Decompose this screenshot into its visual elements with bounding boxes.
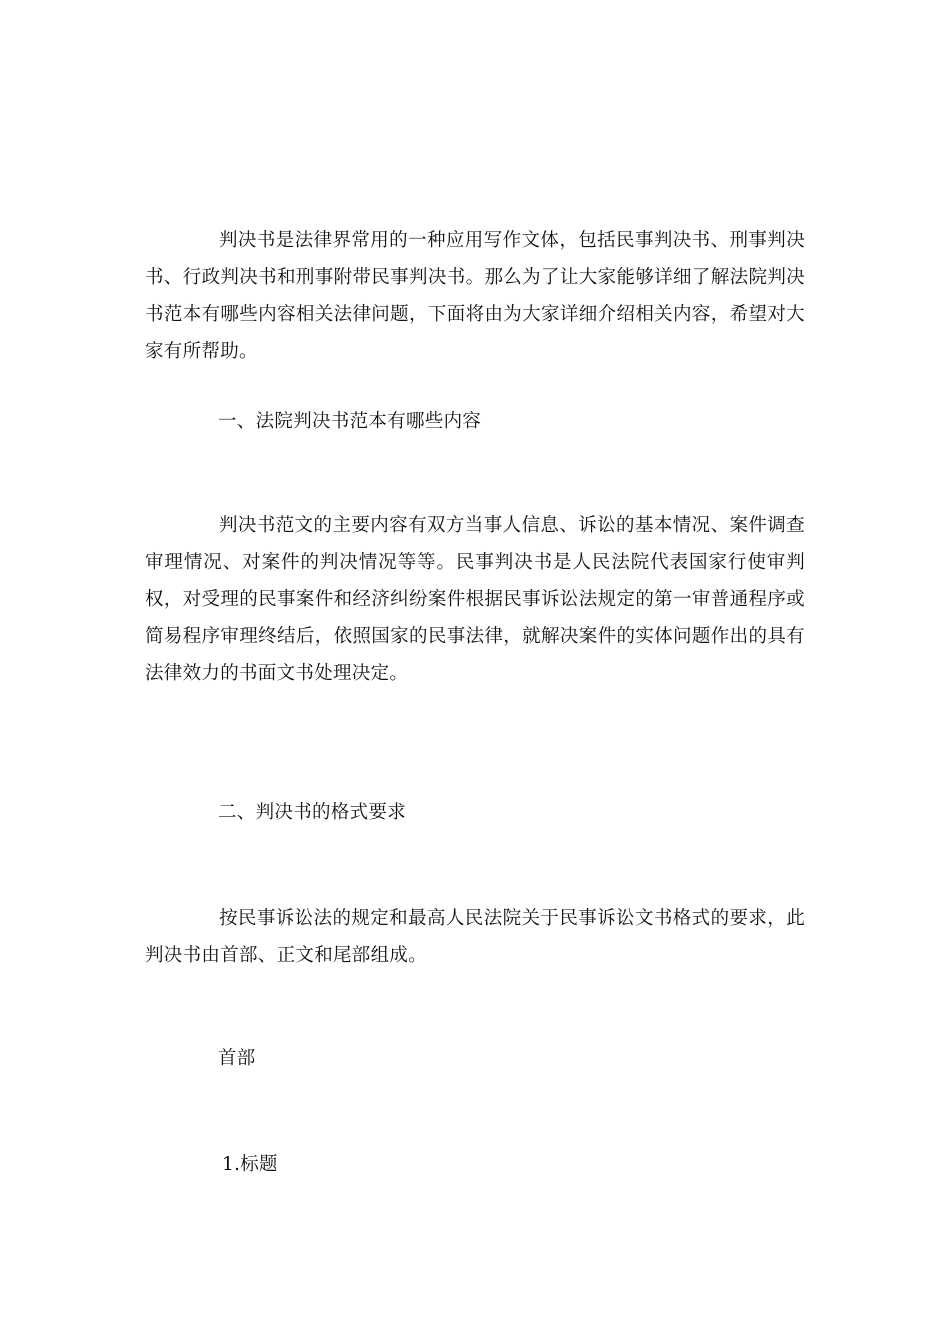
subheading-title-item: 1.标题 [222,1154,278,1175]
intro-paragraph: 判决书是法律界常用的一种应用写作文体，包括民事判决书、刑事判决书、行政判决书和刑事附带民事判决书。那么为了让大家能够详细了解法院判决书范本有哪些内容相关法律问题，下面将由为大家详细介绍相关内容，希望对大家有所帮助。 [145,230,805,362]
section-heading-contents: 一、法院判决书范本有哪些内容 [218,411,482,432]
subheading-header-part: 首部 [218,1048,256,1069]
format-paragraph: 按民事诉讼法的规定和最高人民法院关于民事诉讼文书格式的要求，此判决书由首部、正文和尾部组成。 [145,908,805,966]
section-heading-format: 二、判决书的格式要求 [218,802,407,823]
contents-paragraph: 判决书范文的主要内容有双方当事人信息、诉讼的基本情况、案件调查审理情况、对案件的判决情况等等。民事判决书是人民法院代表国家行使审判权，对受理的民事案件和经济纠纷案件根据民事诉讼法规定的第一审普通程序或简易程序审理终结后，依照国家的民事法律，就解决案件的实体问题作出的具有法律效力的书面文书处理决定。 [145,515,805,684]
